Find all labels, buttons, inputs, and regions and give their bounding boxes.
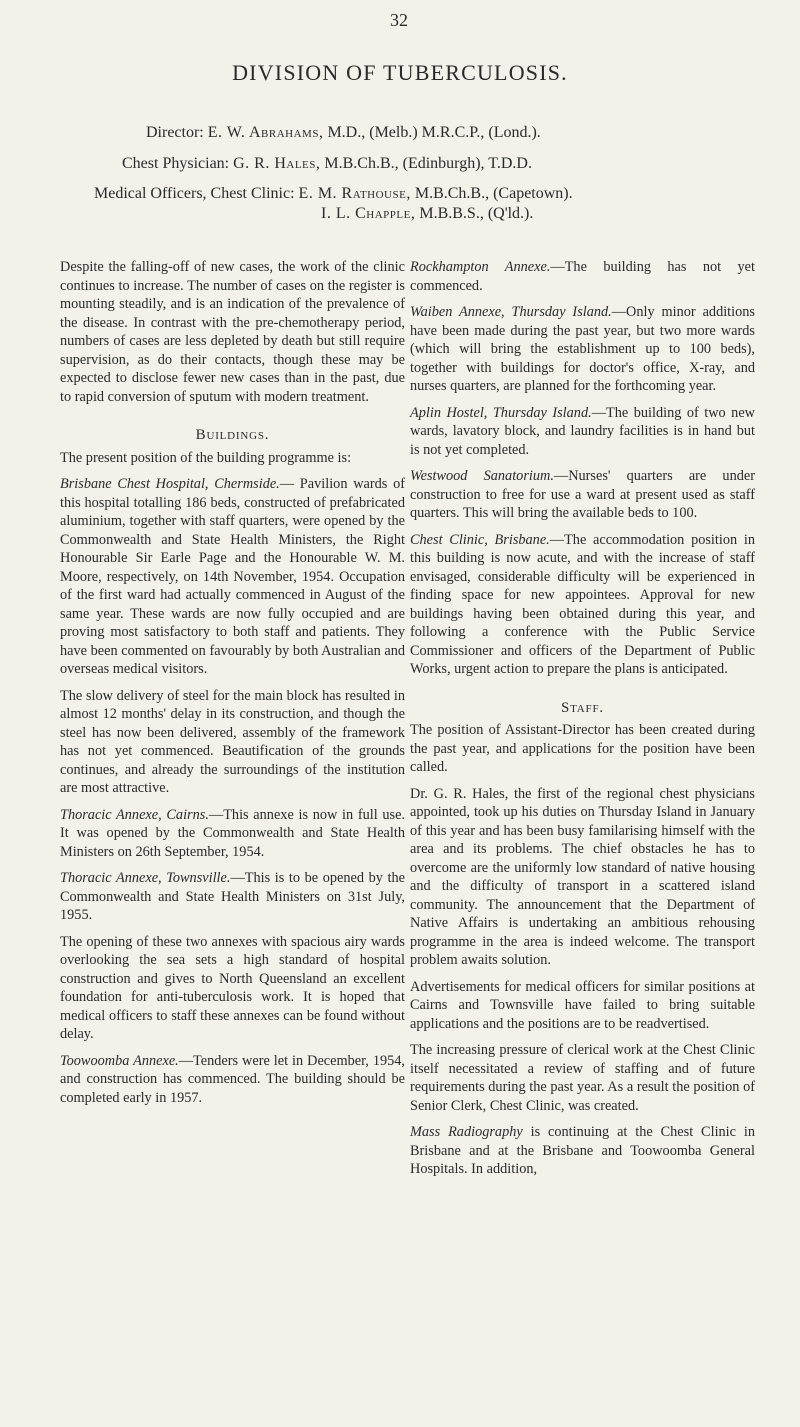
westwood-paragraph xyxy=(410,467,755,523)
townsville-text: —This is to be opened by the Commonwealth and State Health Ministers on 31st July, 1955. xyxy=(60,870,406,923)
staff-paragraph-1: The position of Assistant-Director has been created during the past year, and applications for the position have been called. xyxy=(410,722,755,775)
buildings-intro: The present position of the building programme is: xyxy=(60,449,352,466)
aplin-title: Aplin Hostel, Thursday Island. xyxy=(410,404,592,421)
brisbane-hospital-text: — Pavilion wards of this hospital totalling 186 beds, constructed of prefabricated aluminium, together with staff quarters, were opened by the Commonwealth and State Health Ministers, the Right Honourable Sir Earle Page and the Honourable W. M. Moore, respectively, on 14th November, 1954. Occupation of the first ward had actually commenced in August of the same year. These wards are now fully occupied and are proving most satisfactory to both staff and patients. They have been commented on favourably by both Australian and overseas medical visitors. xyxy=(60,476,405,677)
rockhampton-paragraph xyxy=(410,258,755,295)
left-column xyxy=(60,258,405,1115)
medical-officers-prefix: Medical Officers, Chest Clinic: xyxy=(94,185,295,202)
annexes-paragraph: The opening of these two annexes with spacious airy wards overlooking the sea sets a high standard of hospital construction and gives to North Queensland an excellent foundation for anti-tuberculosis work. It is hoped that medical officers to staff these annexes can be found without delay. xyxy=(60,933,405,1042)
page-title: DIVISION OF TUBERCULOSIS. xyxy=(232,60,568,85)
medical-officer-1-name: E. M. Rathouse, xyxy=(298,185,411,202)
director-prefix: Director: xyxy=(146,124,204,141)
page-number: 32 xyxy=(390,10,408,30)
toowoomba-text: —Tenders were let in December, 1954, and construction has commenced. The building should be completed early in 1957. xyxy=(60,1052,406,1106)
rockhampton-text: —The building has not yet commenced. xyxy=(410,259,755,294)
medical-officer-2-quals: M.B.B.S., (Q'ld.). xyxy=(419,205,534,222)
cairns-text: —This annexe is now in full use. It was opened by the Commonwealth and State Health Ministers on 26th September, 1954. xyxy=(60,806,406,860)
chest-physician-name: G. R. Hales, xyxy=(233,155,321,172)
chest-physician-prefix: Chest Physician: xyxy=(122,155,230,172)
townsville-paragraph xyxy=(60,869,405,925)
intro-paragraph: Despite the falling-off of new cases, the work of the clinic continues to increase. The number of cases on the register is mounting steadily, and is an indication of the prevalence of the disease. In contrast with the pre-chemotherapy period, numbers of cases are less depleted by death but still require supervision, as do their contacts, though these may be expected to disclose fewer new cases than in the past, due to rapid conversion of sputum with modern treatment. xyxy=(60,259,405,405)
waiben-paragraph xyxy=(410,303,755,396)
clinic-text: —The accommodation position in this building is now acute, and with the increase of staff envisaged, considerable difficulty will be experienced in finding space for new appointees. Approval for new buildings having been obtained during this year, and following a conference with the Public Service Commissioner and officers of the Department of Public Works, urgent action to prepare the plans is anticipated. xyxy=(410,531,755,677)
medical-officer-1-quals: M.B.Ch.B., (Capetown). xyxy=(414,185,573,202)
clinic-paragraph xyxy=(410,531,755,679)
director-quals: M.D., (Melb.) M.R.C.P., (Lond.). xyxy=(327,124,541,141)
mass-radiography-title: Mass Radiography xyxy=(410,1124,523,1140)
westwood-text: —Nurses' quarters are under construction to free for use a ward at present used as staff quarters. This will bring the available beds to 100. xyxy=(410,468,755,521)
cairns-paragraph xyxy=(60,806,405,862)
clinic-title: Chest Clinic, Brisbane. xyxy=(410,531,550,548)
brisbane-hospital-paragraph xyxy=(60,475,405,679)
medical-officers-line xyxy=(94,185,573,203)
buildings-heading: Buildings. xyxy=(195,427,270,443)
mass-radiography-text: is continuing at the Chest Clinic in Brisbane and at the Brisbane and Toowoomba General Hospitals. In addition, xyxy=(410,1124,756,1177)
director-line xyxy=(146,124,541,142)
director-name: E. W. Abrahams, xyxy=(207,124,324,141)
aplin-text: —The building of two new wards, lavatory block, and laundry facilities is in hand but is not yet completed. xyxy=(410,404,756,458)
staff-paragraph-4: The increasing pressure of clerical work at the Chest Clinic itself necessitated a review of staffing and of future requirements during the past year. As a result the position of Senior Clerk, Chest Clinic, was created. xyxy=(410,1042,755,1114)
mass-radiography-paragraph xyxy=(410,1123,755,1179)
brisbane-hospital-title: Brisbane Chest Hospital, Chermside. xyxy=(60,476,280,492)
chest-physician-quals: M.B.Ch.B., (Edinburgh), T.D.D. xyxy=(324,155,532,172)
toowoomba-title: Toowoomba Annexe. xyxy=(60,1052,179,1069)
aplin-paragraph xyxy=(410,404,755,460)
cairns-title: Thoracic Annexe, Cairns. xyxy=(60,806,209,823)
medical-officer-2-line xyxy=(321,205,533,223)
staff-heading: Staff. xyxy=(561,699,604,716)
westwood-title: Westwood Sanatorium. xyxy=(410,468,554,484)
chest-physician-line xyxy=(122,155,532,173)
steel-paragraph: The slow delivery of steel for the main block has resulted in almost 12 months' delay in its construction, and though the steel has now been delivered, assembly of the framework has not yet commenced. Beautification of the grounds continues, and already the surroundings of the institution are most attractive. xyxy=(60,687,405,796)
waiben-title: Waiben Annexe, Thursday Island. xyxy=(410,304,612,320)
toowoomba-paragraph xyxy=(60,1052,405,1108)
right-column xyxy=(410,258,755,1187)
waiben-text: —Only minor additions have been made during the past year, but two more wards (which will bring the establishment up to 100 beds), together with buildings for doctor's office, X-ray, and nurses quarters, are planned for the forthcoming year. xyxy=(410,304,755,394)
rockhampton-title: Rockhampton Annexe. xyxy=(410,259,551,275)
medical-officer-2-name: I. L. Chapple, xyxy=(321,205,416,222)
staff-paragraph-3: Advertisements for medical officers for similar positions at Cairns and Townsville have failed to bring suitable applications and the positions are to be readvertised. xyxy=(410,978,755,1032)
staff-paragraph-2: Dr. G. R. Hales, the first of the regional chest physicians appointed, took up his duties on Thursday Island in January of this year and has been busy familarising himself with the area and its problems. The chief obstacles he has to overcome are the uniformly low standard of native housing and the difficulty of transport in a scattered island community. The announcement that the Department of Native Affairs is undertaking an ambitious rehousing programme in the area is indeed welcome. The transport problem awaits solution. xyxy=(410,785,755,968)
townsville-title: Thoracic Annexe, Townsville. xyxy=(60,870,231,886)
